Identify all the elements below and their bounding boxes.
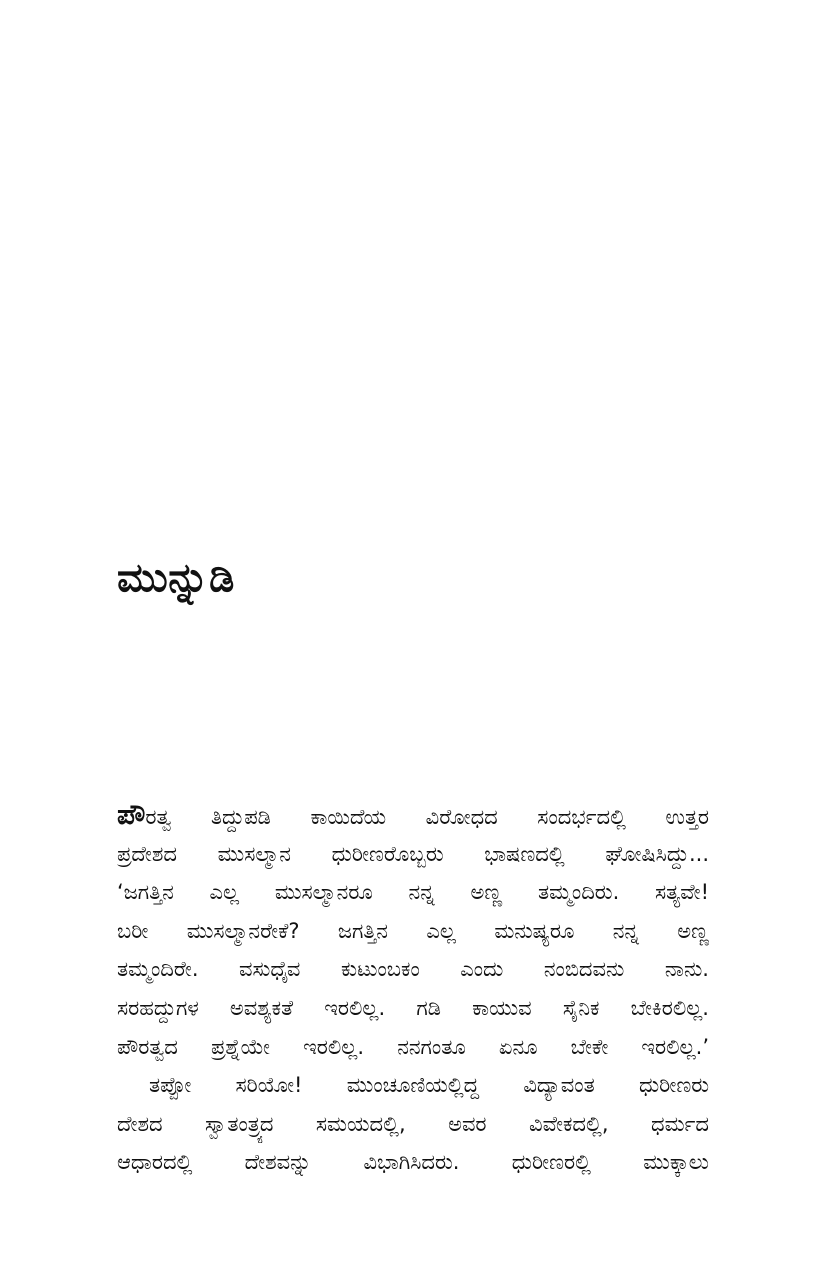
paragraph-line: ಪ್ರದೇಶದ ಮುಸಲ್ಮಾನ ಧುರೀಣರೊಬ್ಬರು ಭಾಷಣದಲ್ಲಿ ಘೋಷಿಸಿದ್ದು... <box>117 841 709 866</box>
chapter-title: ಮುನ್ನುಡಿ <box>117 555 235 601</box>
paragraph-line: ಸರಹದ್ದುಗಳ ಅವಶ್ಯಕತೆ ಇರಲಿಲ್ಲ. ಗಡಿ ಕಾಯುವ ಸೈನಿಕ ಬೇಕಿರಲಿಲ್ಲ. <box>117 995 709 1020</box>
paragraph-line: ಬರೀ ಮುಸಲ್ಮಾನರೇಕೆ? ಜಗತ್ತಿನ ಎಲ್ಲ ಮನುಷ್ಯರೂ ನನ್ನ ಅಣ್ಣ <box>117 918 709 943</box>
paragraph-line: ಪೌರತ್ವದ ಪ್ರಶ್ನೆಯೇ ಇರಲಿಲ್ಲ. ನನಗಂತೂ ಏನೂ ಬೇಕೇ ಇರಲಿಲ್ಲ.’ <box>117 1034 709 1059</box>
paragraph-line: ಆಧಾರದಲ್ಲಿ ದೇಶವನ್ನು ವಿಭಾಗಿಸಿದರು. ಧುರೀಣರಲ್ಲಿ ಮುಕ್ಕಾಲು <box>117 1150 709 1175</box>
paragraph-line-1 <box>117 796 709 835</box>
first-line-text: ರತ್ವ ತಿದ್ದುಪಡಿ ಕಾಯಿದೆಯ ವಿರೋಧದ ಸಂದರ್ಭದಲ್ಲಿ ಉತ್ತರ <box>145 805 709 829</box>
paragraph-line: ‘ಜಗತ್ತಿನ ಎಲ್ಲ ಮುಸಲ್ಮಾನರೂ ನನ್ನ ಅಣ್ಣ ತಮ್ಮಂದಿರು. ಸತ್ಯವೇ! <box>117 880 709 905</box>
paragraph-line: ತಪ್ಪೋ ಸರಿಯೋ! ಮುಂಚೂಣಿಯಲ್ಲಿದ್ದ ವಿದ್ಯಾವಂತ ಧುರೀಣರು <box>149 1073 709 1098</box>
body-text <box>117 796 709 1182</box>
drop-cap: ಪೌ <box>117 798 146 831</box>
paragraph-line: ದೇಶದ ಸ್ವಾತಂತ್ರ್ಯದ ಸಮಯದಲ್ಲಿ, ಅವರ ವಿವೇಕದಲ್ಲಿ, ಧರ್ಮದ <box>117 1111 709 1136</box>
paragraph-line: ತಮ್ಮಂದಿರೇ. ವಸುಧೈವ ಕುಟುಂಬಕಂ ಎಂದು ನಂಬಿದವನು ನಾನು. <box>117 957 709 982</box>
